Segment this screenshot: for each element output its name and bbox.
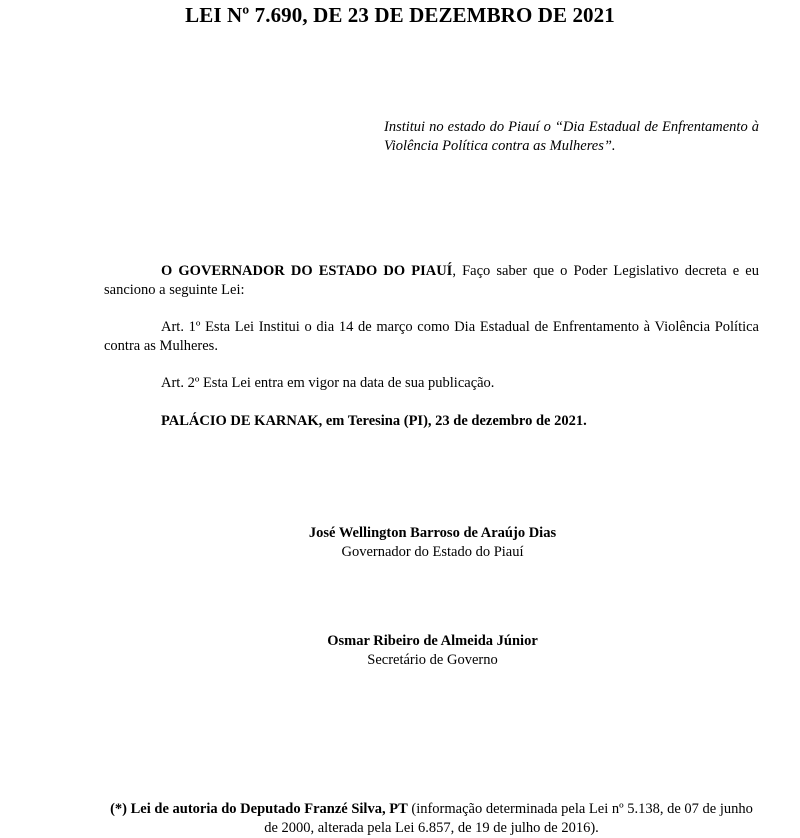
signature-secretary (0, 632, 800, 670)
article-1: Art. 1º Esta Lei Institui o dia 14 de março como Dia Estadual de Enfrentamento à Violência Política contra as Mulheres. (104, 319, 759, 354)
signature-governor (0, 524, 800, 562)
law-summary: Institui no estado do Piauí o “Dia Estadual de Enfrentamento à Violência Política contra as Mulheres”. (384, 119, 759, 154)
law-title: LEI Nº 7.690, DE 23 DE DEZEMBRO DE 2021 (185, 3, 615, 27)
closing-place-date: PALÁCIO DE KARNAK, em Teresina (PI), 23 de dezembro de 2021. (161, 413, 587, 429)
enacting-text: , Faço saber que o Poder Legislativo decreta e eu sanciono a seguinte Lei: (104, 263, 759, 298)
authorship-footnote (104, 800, 759, 838)
article-2: Art. 2º Esta Lei entra em vigor na data de sua publicação. (161, 375, 495, 391)
signature-role: Secretário de Governo (367, 652, 498, 668)
footnote-text: (informação determinada pela Lei nº 5.138, de 07 de junho de 2000, alterada pela Lei 6.857, de 19 de julho de 2016). (264, 801, 753, 836)
signature-role: Governador do Estado do Piauí (341, 544, 524, 560)
enacting-authority: O GOVERNADOR DO ESTADO DO PIAUÍ (161, 263, 453, 279)
signature-name: José Wellington Barroso de Araújo Dias (308, 525, 557, 541)
signature-name: Osmar Ribeiro de Almeida Júnior (327, 633, 538, 649)
footnote-author: (*) Lei de autoria do Deputado Franzé Silva, PT (110, 801, 408, 817)
enacting-clause (104, 262, 759, 300)
